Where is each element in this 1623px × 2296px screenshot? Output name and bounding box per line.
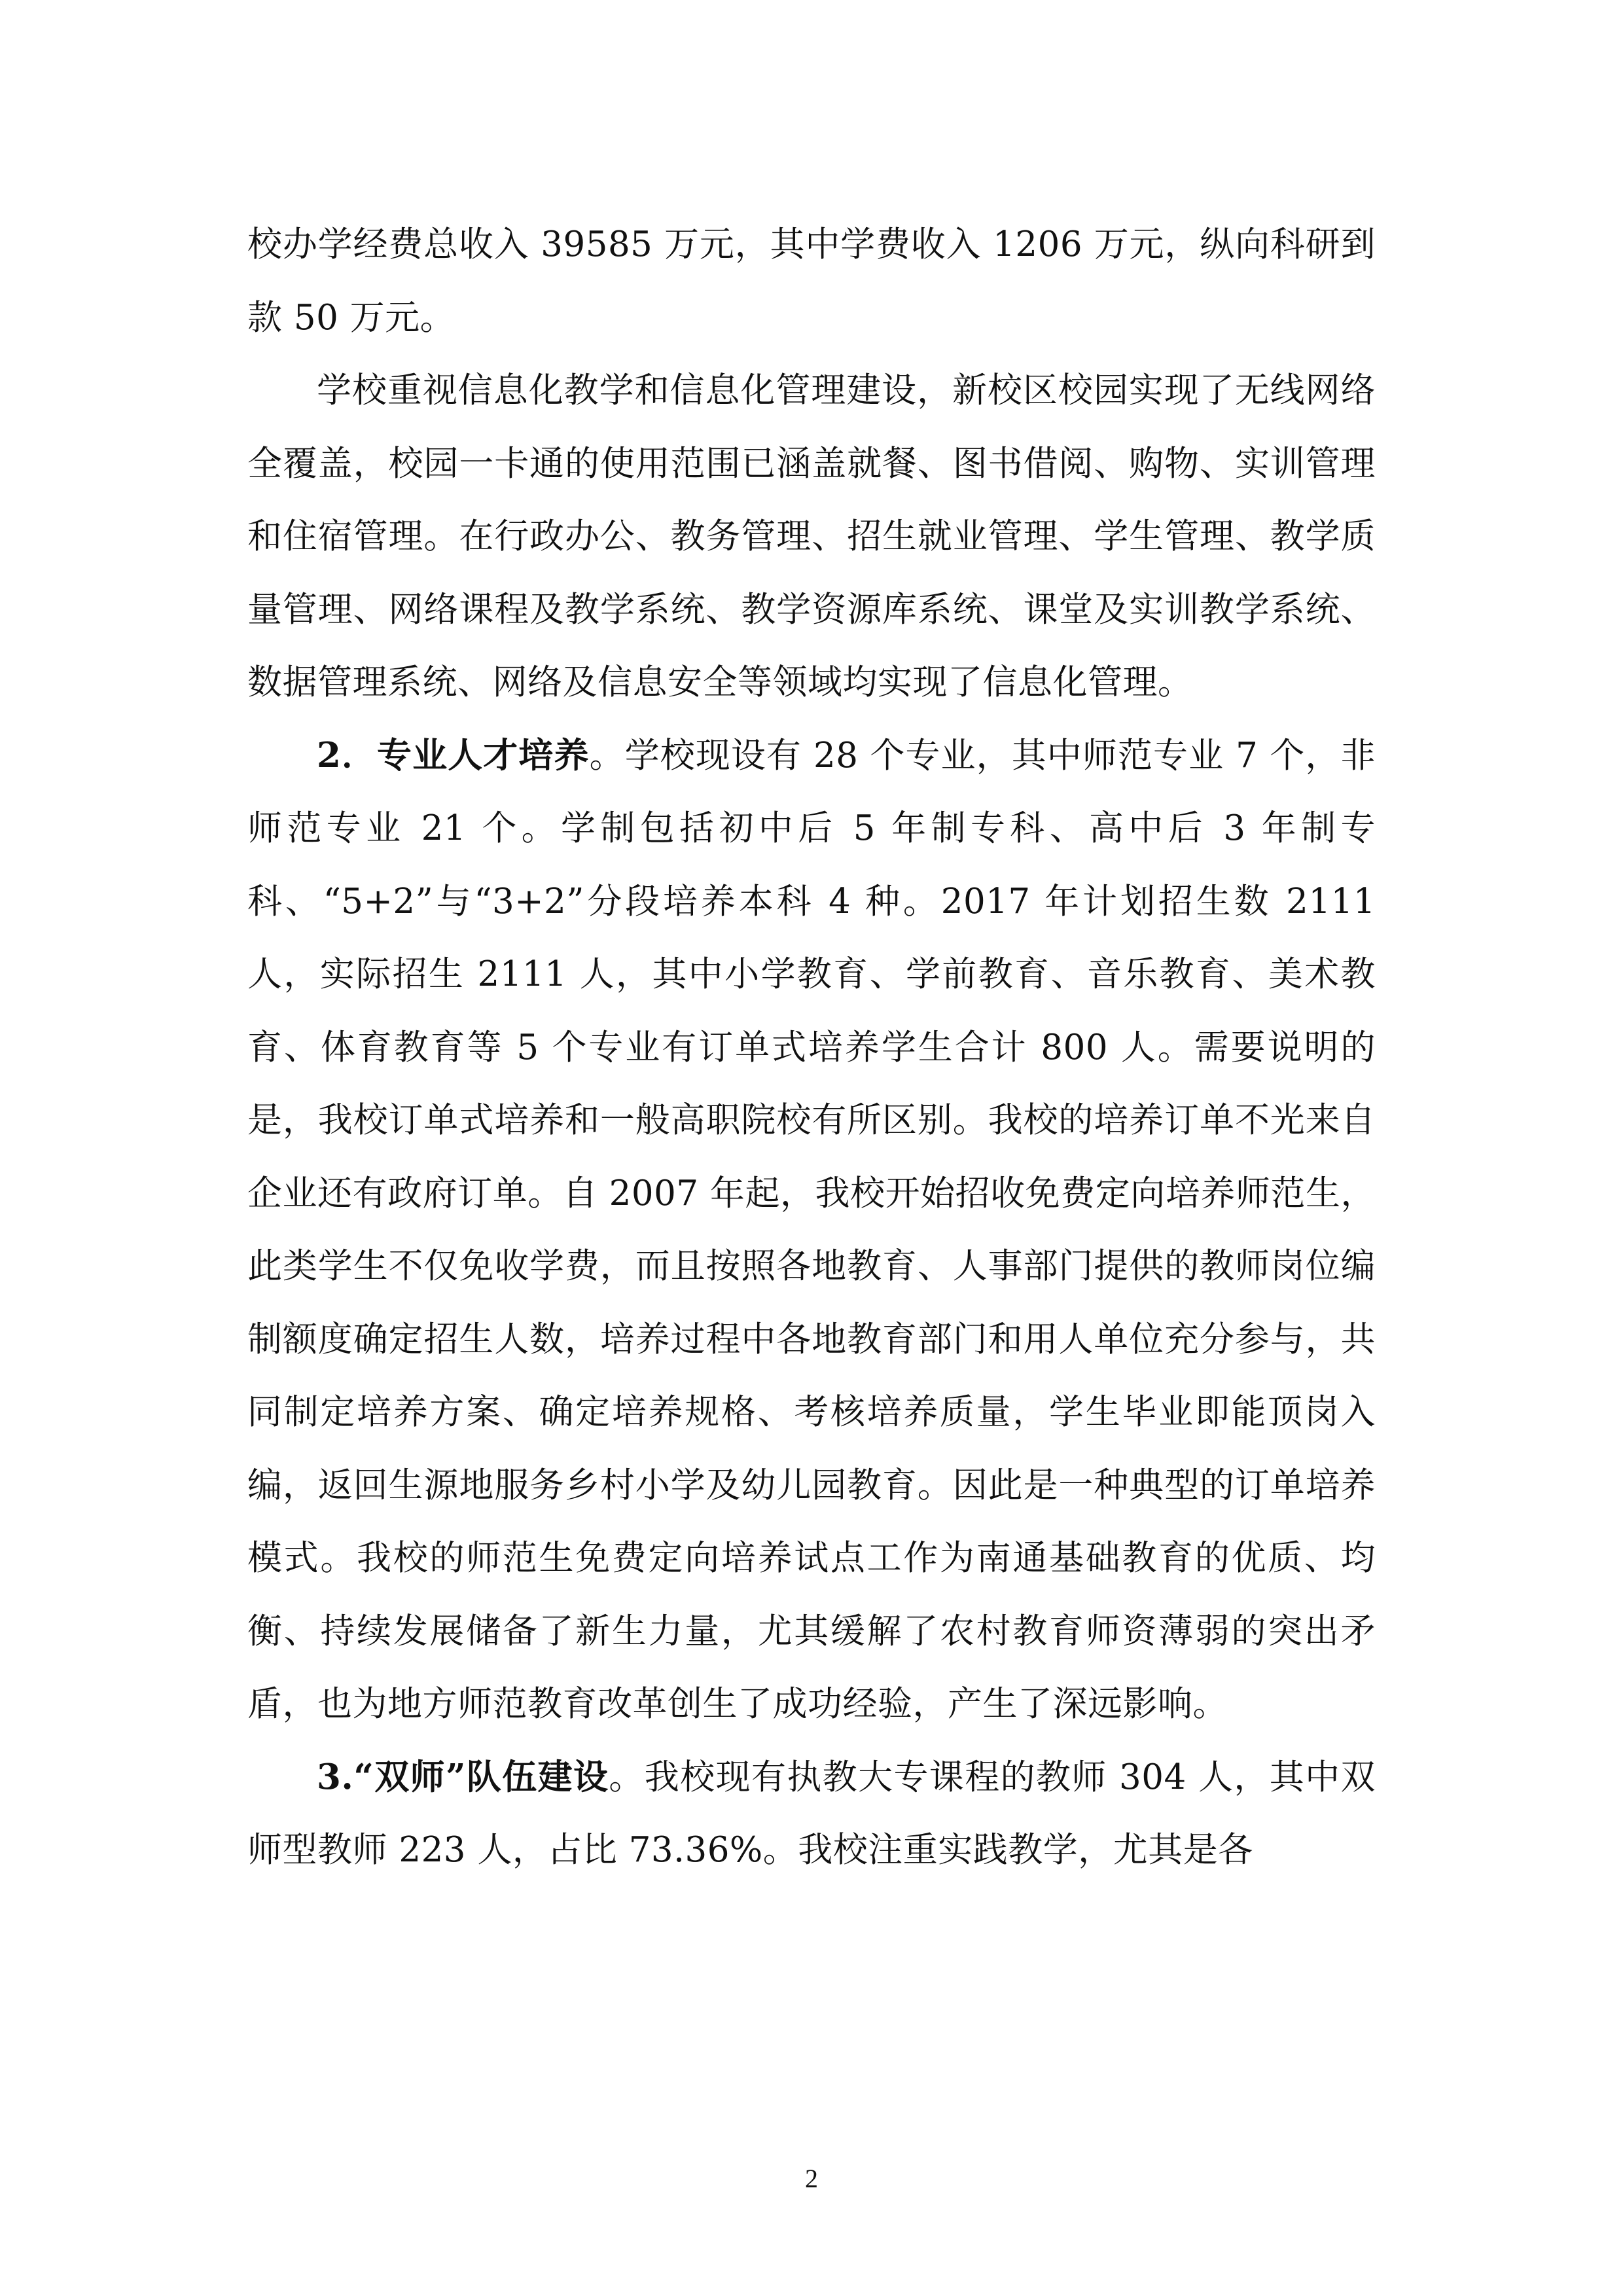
paragraph-talent-training (247, 719, 1376, 1741)
paragraph-text: 。学校现设有 28 个专业，其中师范专业 7 个，非师范专业 21 个。学制包括初中后 5 年制专科、高中后 3 年制专科、“5+2”与“3+2”分段培养本科 4 种。2017 年计划招生数 2111 人，实际招生 2111 人，其中小学教育、学前教育、音乐教育、美术教育、体育教育等 5 个专业有订单式培养学生合计 800 人。需要说明的是，我校订单式培养和一般高职院校有所区别。我校的培养订单不光来自企业还有政府订单。自 2007 年起，我校开始招收免费定向培养师范生，此类学生不仅免收学费，而且按照各地教育、人事部门提供的教师岗位编制额度确定招生人数，培养过程中各地教育部门和用人单位充分参与，共同制定培养方案、确定培养规格、考核培养质量，学生毕业即能顶岗入编，返回生源地服务乡村小学及幼儿园教育。因此是一种典型的订单培养模式。我校的师范生免费定向培养试点工作为南通基础教育的优质、均衡、持续发展储备了新生力量，尤其缓解了农村教育师资薄弱的突出矛盾，也为地方师范教育改革创生了成功经验，产生了深远影响。 (247, 735, 1376, 1724)
page-number: 2 (805, 2164, 818, 2193)
section-heading: 3.“双师”队伍建设 (317, 1756, 609, 1797)
paragraph-text: 。我校现有执教大专课程的教师 304 人，其中双师型教师 223 人，占比 73.36%。我校注重实践教学，尤其是各 (247, 1757, 1376, 1870)
paragraph-text: 学校重视信息化教学和信息化管理建设，新校区校园实现了无线网络全覆盖，校园一卡通的使用范围已涵盖就餐、图书借阅、购物、实训管理和住宿管理。在行政办公、教务管理、招生就业管理、学生管理、教学质量管理、网络课程及教学系统、教学资源库系统、课堂及实训教学系统、数据管理系统、网络及信息安全等领域均实现了信息化管理。 (247, 370, 1376, 702)
section-heading: 2．专业人才培养 (317, 734, 590, 776)
document-body (247, 208, 1376, 1887)
paragraph-text: 校办学经费总收入 39585 万元，其中学费收入 1206 万元，纵向科研到款 50 万元。 (247, 224, 1376, 338)
paragraph-dual-teacher (247, 1741, 1376, 1887)
paragraph-informatization (247, 354, 1376, 719)
paragraph-funding (247, 208, 1376, 354)
